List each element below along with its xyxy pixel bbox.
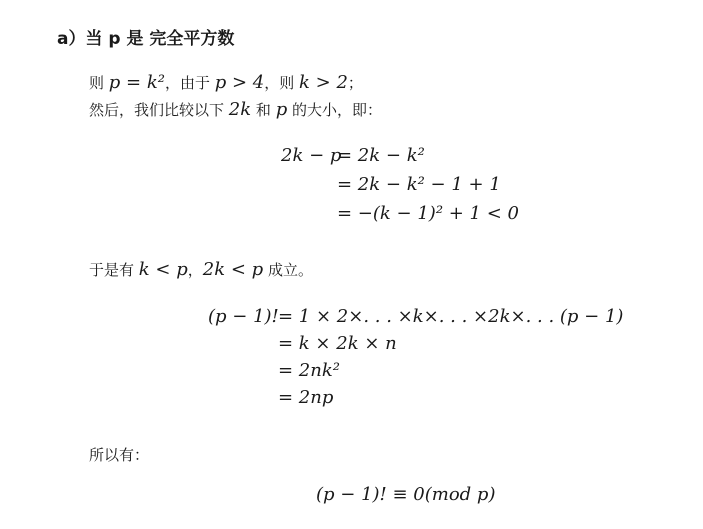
premise-text-1: 则 [89, 74, 109, 92]
conclusion-math-2: 2k < p [202, 259, 264, 280]
premise-text-4: ； [347, 74, 363, 92]
compare-text-2: 和 [251, 101, 276, 119]
compare-math-1: 2k [228, 99, 252, 120]
conclusion-text-3: 成立。 [263, 261, 313, 279]
paragraph-premise [89, 72, 363, 93]
premise-text-3: ，则 [264, 74, 300, 92]
section-heading: a）当 p 是 完全平方数 [57, 29, 235, 49]
eq2-row: = 2np [278, 387, 334, 408]
paragraph-conclusion [89, 259, 313, 280]
equation-final: (p − 1)! ≡ 0(mod p) [316, 484, 496, 505]
eq2-row: = 2nk² [278, 360, 340, 381]
compare-text-1: 然后，我们比较以下 [89, 101, 229, 119]
eq2-row: = 1 × 2×. . . ×k×. . . ×2k×. . . (p − 1) [278, 306, 624, 327]
paragraph-compare [89, 99, 382, 120]
conclusion-text-1: 于是有 [89, 261, 139, 279]
eq1-row: = 2k − k² [337, 145, 425, 166]
equation-block-2 [208, 306, 628, 416]
eq2-lhs: (p − 1)! [208, 306, 279, 327]
premise-math-1: p = k² [108, 72, 165, 93]
premise-text-2: ，由于 [164, 74, 215, 92]
eq1-row: = −(k − 1)² + 1 < 0 [337, 203, 519, 224]
equation-block-1 [281, 145, 581, 235]
compare-math-2: p [275, 99, 288, 120]
premise-math-2: p > 4 [214, 72, 265, 93]
paragraph-therefore: 所以有： [89, 446, 150, 464]
compare-text-3: 的大小，即： [287, 101, 382, 119]
conclusion-math-1: k < p [138, 259, 188, 280]
eq1-row: = 2k − k² − 1 + 1 [337, 174, 501, 195]
eq1-lhs: 2k − p [281, 145, 342, 166]
premise-math-3: k > 2 [299, 72, 348, 93]
conclusion-text-2: ， [187, 261, 203, 279]
eq2-row: = k × 2k × n [278, 333, 397, 354]
